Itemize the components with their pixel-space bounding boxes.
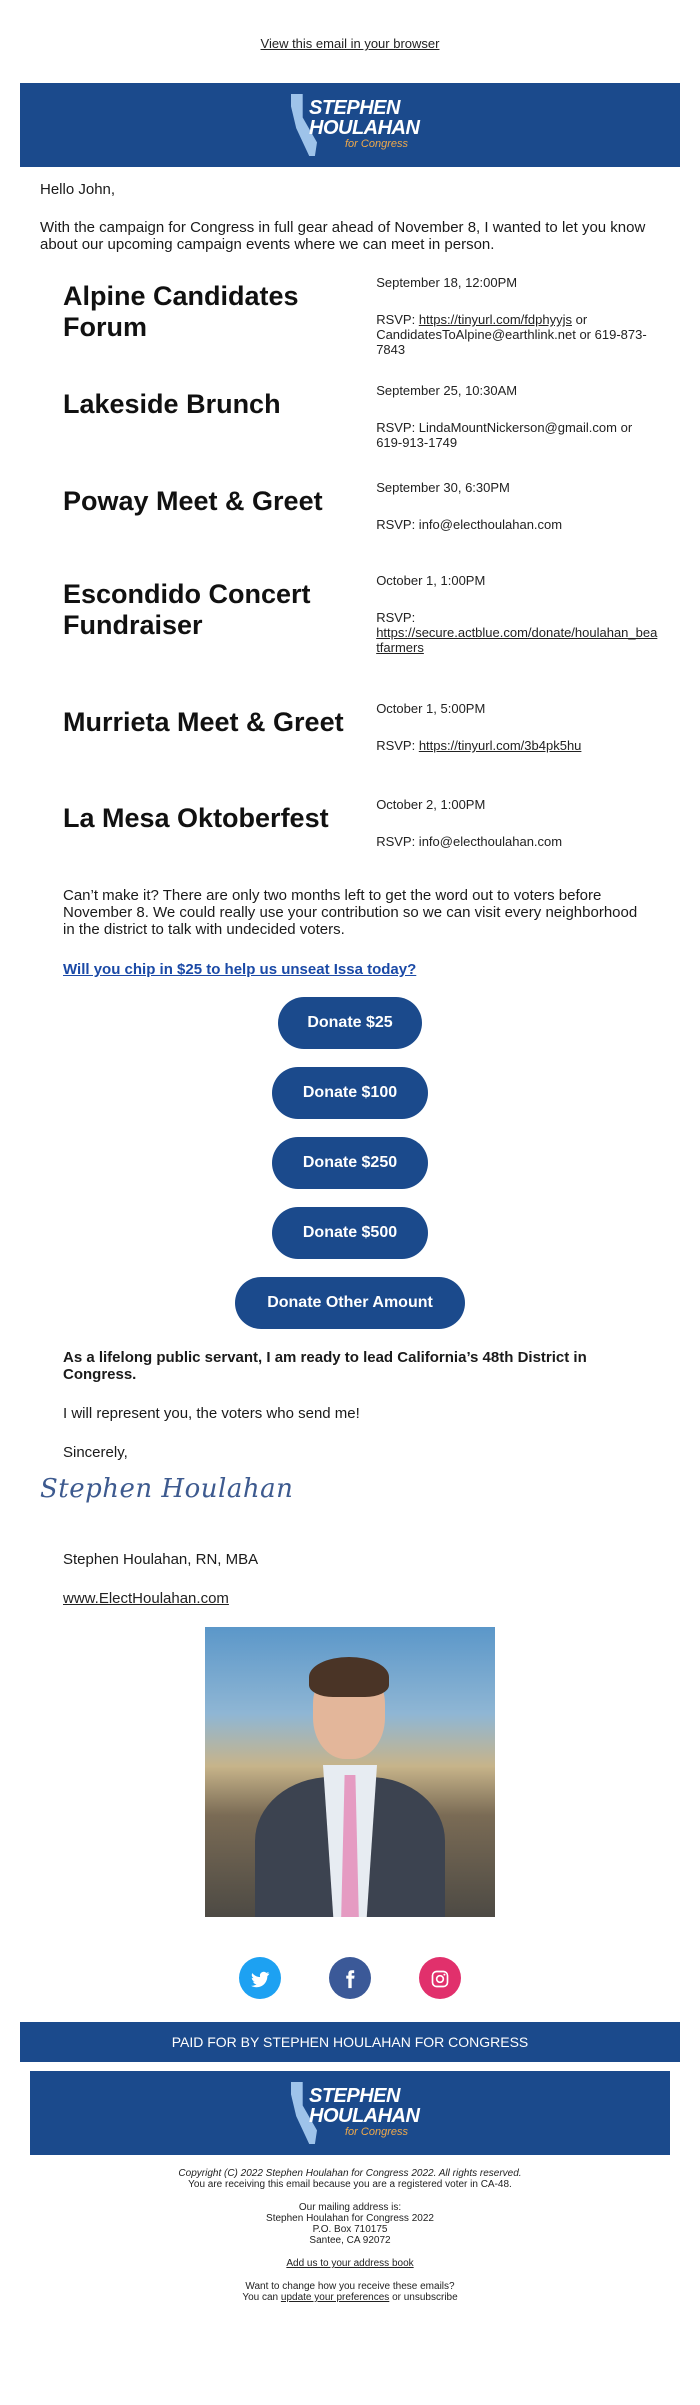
represent-statement: I will represent you, the voters who send me! (63, 1405, 360, 1422)
logo-line-1: STEPHEN (309, 97, 400, 119)
event-date: October 2, 1:00PM (376, 797, 486, 812)
chip-in-prompt (40, 961, 660, 978)
logo-line-3: for Congress (345, 2126, 408, 2138)
event-date: September 25, 10:30AM (376, 383, 518, 398)
change-prompt: Want to change how you receive these emails? (245, 2281, 455, 2292)
website-link[interactable]: www.ElectHoulahan.com (63, 1590, 229, 1607)
sign-off: Sincerely, (63, 1444, 128, 1461)
cant-make-it-paragraph: Can’t make it? There are only two months left to get the word out to voters before November 8. We could really use your contribution so we can visit every neighborhood in the district to talk with undecided voters. (63, 887, 638, 938)
rsvp-extra: or CandidatesToAlpine@earthlink.net or 619-873-7843 (376, 312, 647, 357)
footer (20, 2168, 680, 2303)
logo-line-2: HOULAHAN (309, 2105, 420, 2127)
event-date: October 1, 5:00PM (376, 701, 486, 716)
event-date: October 1, 1:00PM (376, 573, 486, 588)
view-in-browser (20, 0, 680, 51)
event-name: Poway Meet & Greet (63, 486, 323, 516)
twitter-icon[interactable] (239, 1957, 281, 1999)
social-links (20, 1957, 680, 2003)
donate-other-button[interactable]: Donate Other Amount (235, 1277, 465, 1329)
event-details (376, 701, 660, 797)
candidate-photo (205, 1627, 495, 1917)
event-details (376, 797, 660, 857)
event-rsvp: RSVP: LindaMountNickerson@gmail.com or 619-913-1749 (376, 420, 633, 450)
donate-100-button[interactable]: Donate $100 (272, 1067, 428, 1119)
event-date: September 18, 12:00PM (376, 275, 518, 290)
event-list (40, 275, 660, 857)
lifelong-statement: As a lifelong public servant, I am ready to lead California’s 48th District in Congress. (63, 1349, 587, 1383)
mailing-label: Our mailing address is: (298, 2202, 402, 2213)
registration-reason: You are receiving this email because you are a registered voter in CA-48. (188, 2179, 512, 2190)
event-item (40, 275, 660, 383)
event-details (376, 480, 660, 573)
event-rsvp (376, 610, 660, 655)
event-item (40, 701, 660, 797)
rsvp-link[interactable]: https://tinyurl.com/fdphyyjs (418, 312, 572, 327)
facebook-icon[interactable] (329, 1957, 371, 1999)
logo-line-3: for Congress (345, 138, 408, 150)
unsubscribe-text[interactable]: or unsubscribe (389, 2292, 458, 2303)
event-name: Lakeside Brunch (63, 389, 281, 419)
photo-hair (309, 1657, 389, 1697)
rsvp-label: RSVP: (376, 610, 416, 625)
event-item (40, 573, 660, 701)
header-banner (20, 83, 680, 167)
event-rsvp: RSVP: info@electhoulahan.com (376, 517, 563, 532)
event-details (376, 383, 660, 480)
event-details (376, 275, 660, 383)
intro-paragraph: With the campaign for Congress in full gear ahead of November 8, I wanted to let you know about our upcoming campaign events where we can meet in person. (40, 219, 646, 253)
donate-25-button[interactable]: Donate $25 (278, 997, 422, 1049)
event-item (40, 480, 660, 573)
footer-banner (30, 2071, 670, 2155)
campaign-logo-footer (285, 2078, 420, 2148)
donate-500-button[interactable]: Donate $500 (272, 1207, 428, 1259)
event-item (40, 797, 660, 857)
campaign-logo (285, 90, 420, 160)
event-rsvp (376, 312, 660, 357)
email-container (20, 0, 680, 2303)
copyright: Copyright (C) 2022 Stephen Houlahan for Congress 2022. All rights reserved. (178, 2168, 522, 2179)
event-name: Murrieta Meet & Greet (63, 707, 344, 737)
signer-name: Stephen Houlahan, RN, MBA (63, 1551, 259, 1568)
event-date: September 30, 6:30PM (376, 480, 510, 495)
website (40, 1590, 660, 1607)
event-details (376, 573, 660, 701)
event-rsvp: RSVP: info@electhoulahan.com (376, 834, 563, 849)
address-book-link[interactable]: Add us to your address book (286, 2258, 414, 2269)
event-name: Escondido Concert Fundraiser (63, 579, 311, 640)
logo-line-2: HOULAHAN (309, 117, 420, 139)
event-rsvp (376, 738, 660, 753)
donate-buttons (40, 997, 660, 1347)
signature: Stephen Houlahan (40, 1474, 294, 1504)
instagram-icon[interactable] (419, 1957, 461, 1999)
rsvp-label: RSVP: (376, 312, 419, 327)
event-name: Alpine Candidates Forum (63, 281, 299, 342)
event-item (40, 383, 660, 480)
rsvp-label: RSVP: (376, 738, 419, 753)
mailing-org: Stephen Houlahan for Congress 2022 (266, 2213, 434, 2224)
rsvp-link[interactable]: https://secure.actblue.com/donate/houlahan_beatfarmers (376, 625, 658, 655)
chip-in-link[interactable]: Will you chip in $25 to help us unseat Issa today? (63, 961, 417, 978)
donate-250-button[interactable]: Donate $250 (272, 1137, 428, 1189)
rsvp-link[interactable]: https://tinyurl.com/3b4pk5hu (418, 738, 582, 753)
paid-for-disclaimer: PAID FOR BY STEPHEN HOULAHAN FOR CONGRESS (20, 2022, 680, 2062)
logo-line-1: STEPHEN (309, 2085, 400, 2107)
mailing-po: P.O. Box 710175 (312, 2224, 388, 2235)
view-in-browser-link[interactable]: View this email in your browser (260, 36, 440, 51)
email-body (20, 181, 680, 1607)
update-preferences-link[interactable]: update your preferences (280, 2292, 390, 2303)
you-can-text: You can (242, 2292, 281, 2303)
greeting: Hello John, (40, 181, 116, 198)
mailing-city: Santee, CA 92072 (309, 2235, 391, 2246)
event-name: La Mesa Oktoberfest (63, 803, 329, 833)
preferences-line (20, 2292, 680, 2303)
